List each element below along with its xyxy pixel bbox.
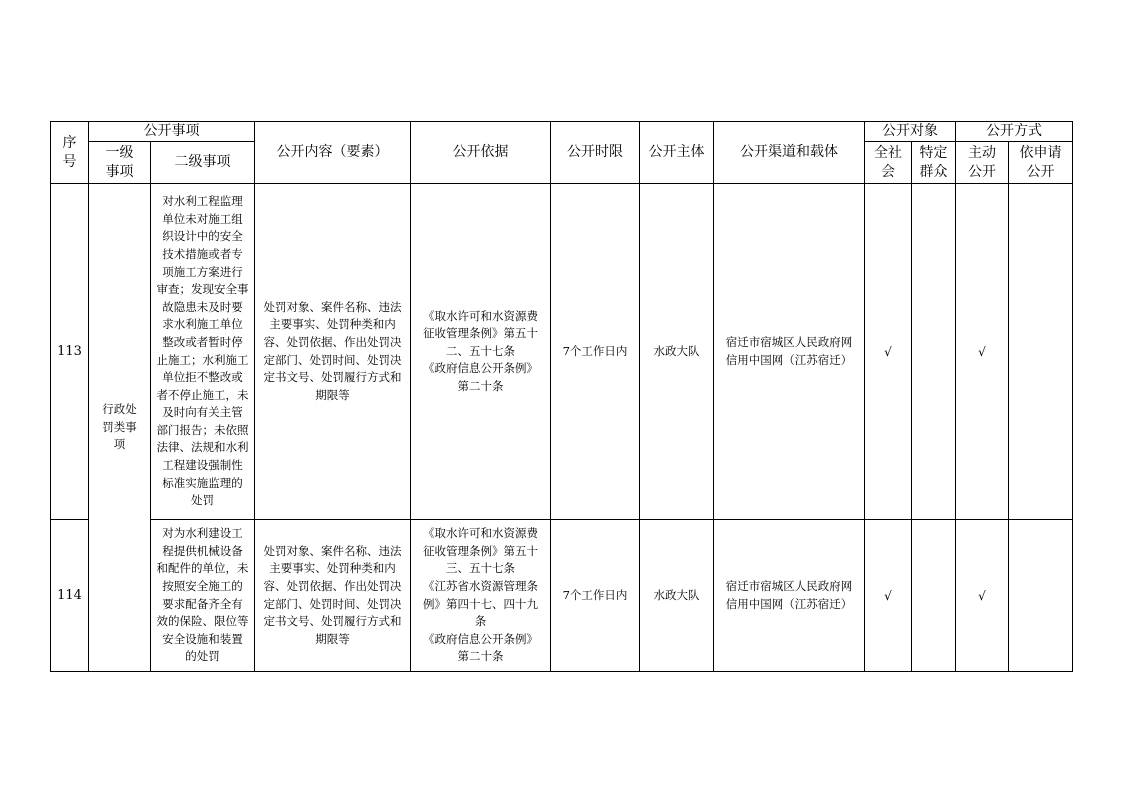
header-row-1 — [51, 122, 1073, 142]
header-content: 公开内容（要素） — [255, 122, 411, 184]
level2-line: 处罚 — [191, 493, 214, 508]
basis-line: 《政府信息公开条例》 — [423, 361, 538, 376]
level2-line: 技术措施或者专 — [162, 246, 243, 261]
header-target-specific-line: 特定 — [919, 144, 948, 161]
content-line: 容、处罚依据、作出处罚决 — [263, 334, 402, 349]
row-basis — [411, 184, 551, 520]
basis-line: 三、五十七条 — [446, 561, 515, 576]
header-method-active-line: 主动 — [968, 144, 996, 161]
row-channel — [714, 520, 865, 672]
basis-line: 第二十条 — [457, 649, 504, 664]
level2-line: 整改或者暂时停 — [162, 334, 243, 349]
level2-line: 项施工方案进行 — [162, 264, 243, 279]
row-target-specific — [912, 520, 956, 672]
content-line: 容、处罚依据、作出处罚决 — [263, 578, 402, 593]
header-method-request — [1009, 142, 1073, 184]
level2-line: 标准实施监理的 — [162, 475, 243, 490]
channel-line: 宿迁市宿城区人民政府网 — [725, 334, 853, 349]
content-line: 主要事实、处罚种类和内 — [269, 561, 396, 576]
basis-line: 例》第四十七、四十九 — [423, 596, 538, 611]
basis-line: 《江苏省水资源管理条 — [423, 578, 538, 593]
header-seq-line: 序 — [62, 134, 77, 151]
level2-line: 和配件的单位，未 — [156, 561, 249, 576]
level2-line: 对水利工程监理 — [162, 194, 243, 209]
header-subject: 公开主体 — [640, 122, 714, 184]
channel-line: 宿迁市宿城区人民政府网 — [725, 578, 853, 593]
content-line: 定部门、处罚时间、处罚决 — [263, 352, 402, 367]
row-method-request — [1009, 520, 1073, 672]
row-content — [255, 520, 411, 672]
row-target-all: √ — [865, 184, 912, 520]
level2-line: 安全设施和装置 — [162, 631, 243, 646]
table-row — [51, 184, 1073, 520]
row-time-limit: 7个工作日内 — [551, 184, 640, 520]
content-line: 期限等 — [315, 387, 350, 402]
header-target-group: 公开对象 — [865, 122, 956, 142]
content-line: 定书文号、处罚履行方式和 — [263, 370, 402, 385]
level2-line: 效的保险、限位等 — [156, 614, 249, 629]
header-level1-line: 一级 — [105, 144, 134, 161]
level2-line: 程提供机械设备 — [162, 543, 243, 558]
row-method-request — [1009, 184, 1073, 520]
header-target-all-line: 全社 — [874, 144, 902, 161]
row-method-active: √ — [956, 520, 1009, 672]
content-line: 定部门、处罚时间、处罚决 — [263, 596, 402, 611]
level1-line: 行政处 — [102, 402, 137, 417]
header-method-request-line: 公开 — [1026, 163, 1055, 180]
level2-line: 要求配备齐全有 — [162, 596, 243, 611]
level2-line: 单位拒不整改或 — [162, 370, 243, 385]
level2-line: 法律、法规和水利 — [156, 440, 249, 455]
content-line: 期限等 — [315, 631, 350, 646]
row-level1 — [89, 184, 151, 672]
level2-line: 者不停止施工，未 — [156, 387, 249, 402]
level1-line: 罚类事 — [102, 419, 137, 434]
row-method-active: √ — [956, 184, 1009, 520]
row-content — [255, 184, 411, 520]
row-channel — [714, 184, 865, 520]
header-method-request-line: 依申请 — [1019, 144, 1062, 161]
header-target-specific — [912, 142, 956, 184]
channel-line: 信用中国网（江苏宿迁） — [725, 352, 853, 367]
content-line: 主要事实、处罚种类和内 — [269, 317, 396, 332]
basis-line: 第二十条 — [457, 378, 504, 393]
row-basis — [411, 520, 551, 672]
content-line: 处罚对象、案件名称、违法 — [263, 543, 402, 558]
level2-line: 单位未对施工组 — [162, 211, 243, 226]
row-target-all: √ — [865, 520, 912, 672]
level2-line: 对为水利建设工 — [162, 526, 243, 541]
content-line: 处罚对象、案件名称、违法 — [263, 299, 402, 314]
channel-line: 信用中国网（江苏宿迁） — [725, 596, 853, 611]
header-target-specific-line: 群众 — [919, 163, 948, 180]
basis-line: 条 — [474, 614, 487, 629]
header-matter-group: 公开事项 — [89, 122, 255, 142]
row-level2 — [151, 520, 255, 672]
row-subject: 水政大队 — [640, 184, 714, 520]
header-target-all-line: 会 — [881, 163, 895, 180]
header-channel: 公开渠道和载体 — [714, 122, 865, 184]
basis-line: 二、五十七条 — [446, 343, 515, 358]
header-level2: 二级事项 — [151, 142, 255, 184]
level2-line: 及时向有关主管 — [162, 405, 243, 420]
header-level1-line: 事项 — [105, 163, 134, 180]
table-row — [51, 520, 1073, 672]
level2-line: 按照安全施工的 — [162, 578, 243, 593]
level2-line: 求水利施工单位 — [162, 317, 243, 332]
row-time-limit: 7个工作日内 — [551, 520, 640, 672]
disclosure-table — [50, 121, 1073, 672]
basis-line: 征收管理条例》第五十 — [423, 326, 538, 341]
level2-line: 织设计中的安全 — [162, 229, 243, 244]
level2-line: 审查；发现安全事 — [156, 282, 249, 297]
basis-line: 《取水许可和水资源费 — [423, 526, 538, 541]
header-time-limit: 公开时限 — [551, 122, 640, 184]
header-target-all — [865, 142, 912, 184]
level2-line: 止施工；水利施工 — [156, 352, 249, 367]
level1-line: 项 — [113, 437, 126, 452]
row-seq: 114 — [51, 520, 89, 672]
row-subject: 水政大队 — [640, 520, 714, 672]
row-target-specific — [912, 184, 956, 520]
header-basis: 公开依据 — [411, 122, 551, 184]
basis-line: 征收管理条例》第五十 — [423, 543, 538, 558]
header-level1 — [89, 142, 151, 184]
level2-line: 工程建设强制性 — [162, 458, 243, 473]
content-line: 定书文号、处罚履行方式和 — [263, 614, 402, 629]
basis-line: 《政府信息公开条例》 — [423, 631, 538, 646]
header-method-active-line: 公开 — [968, 163, 996, 180]
level2-line: 部门报告；未依照 — [156, 422, 249, 437]
header-method-active — [956, 142, 1009, 184]
header-seq — [51, 122, 89, 184]
level2-line: 故隐患未及时要 — [162, 299, 243, 314]
header-seq-line: 号 — [62, 153, 77, 170]
header-method-group: 公开方式 — [956, 122, 1073, 142]
level2-line: 的处罚 — [185, 649, 220, 664]
row-level2 — [151, 184, 255, 520]
row-seq: 113 — [51, 184, 89, 520]
basis-line: 《取水许可和水资源费 — [423, 308, 538, 323]
